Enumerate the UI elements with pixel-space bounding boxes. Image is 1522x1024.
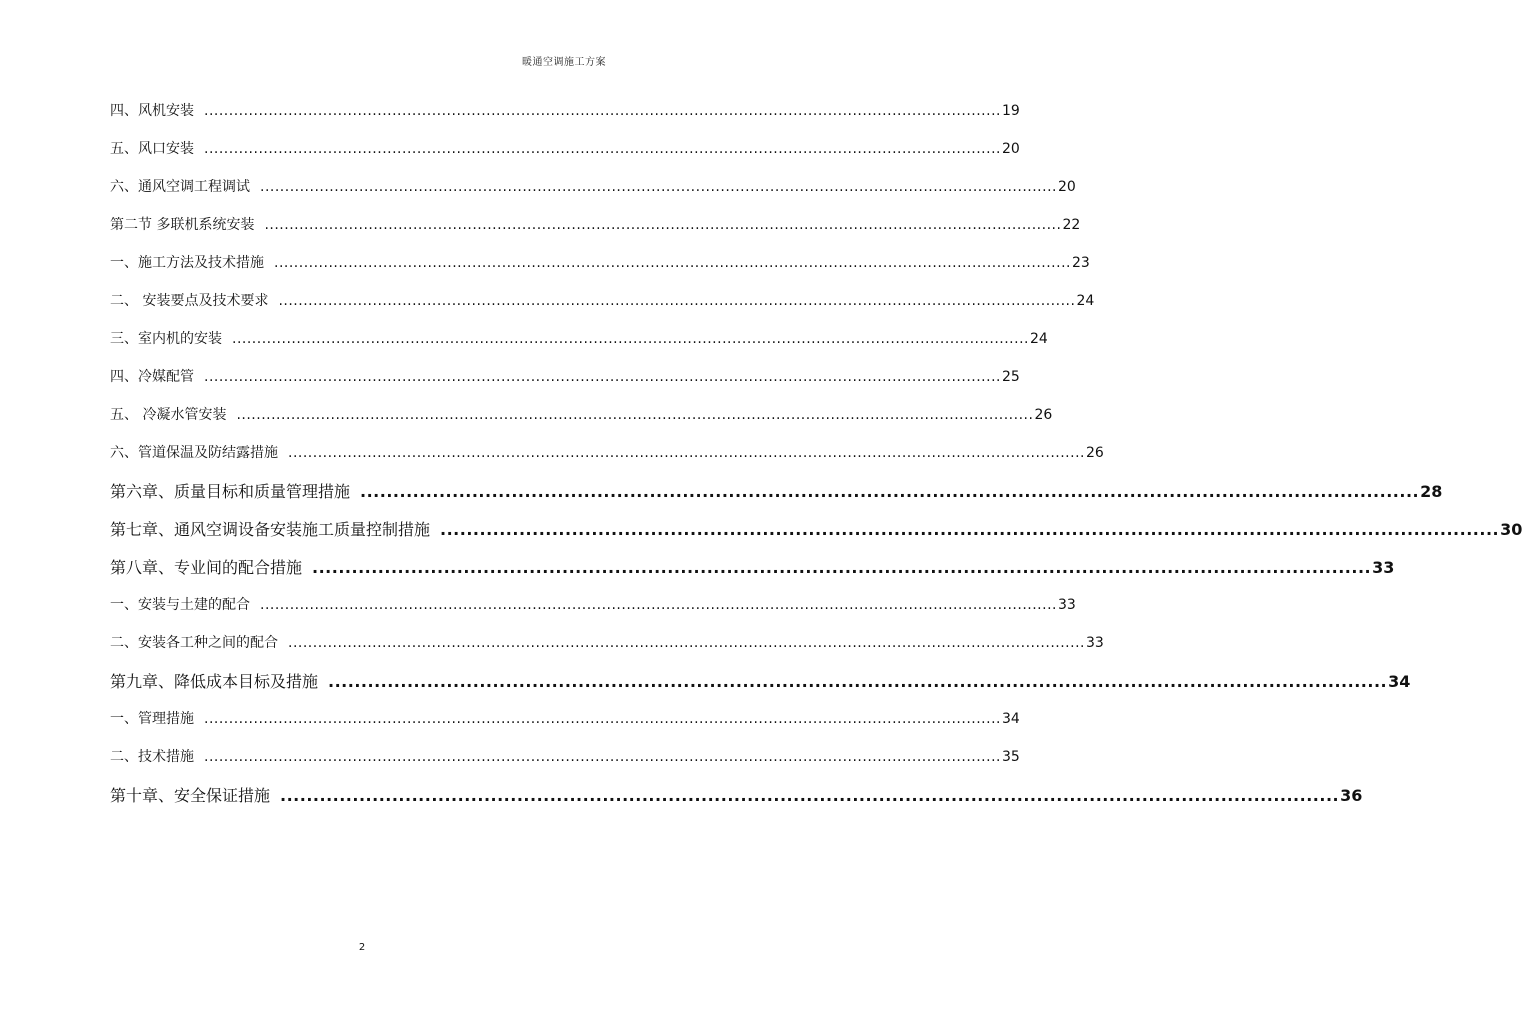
toc-leader-dots: ................................................................................................................................................................. xyxy=(204,711,1001,727)
toc-entry-page: 26 xyxy=(1085,445,1104,461)
toc-entry[interactable] xyxy=(110,176,1076,196)
toc-entry[interactable] xyxy=(110,100,1020,120)
toc-entry-page: 34 xyxy=(1388,672,1411,691)
toc-entry-title: 一、管理措施 xyxy=(110,711,194,727)
toc-leader-dots: ................................................................................................................................................................. xyxy=(204,141,1001,157)
toc-entry-page: 24 xyxy=(1076,293,1095,309)
toc-leader-dots: ................................................................................................................................................................. xyxy=(260,179,1057,195)
toc-entry-title: 三、室内机的安装 xyxy=(110,331,222,347)
toc-leader-dots: ................................................................................................................................................................. xyxy=(204,369,1001,385)
toc-entry-title: 一、施工方法及技术措施 xyxy=(110,255,264,271)
toc-entry[interactable] xyxy=(110,517,1522,540)
toc-entry-title: 四、风机安装 xyxy=(110,103,194,119)
toc-entry[interactable] xyxy=(110,404,1053,424)
toc-leader-dots: ................................................................................................................................................................. xyxy=(274,255,1071,271)
toc-entry[interactable] xyxy=(110,669,1411,692)
toc-entry-page: 36 xyxy=(1340,786,1363,805)
toc-entry[interactable] xyxy=(110,783,1363,806)
toc-entry-title: 第六章、质量目标和质量管理措施 xyxy=(110,482,351,501)
toc-entry-title: 六、通风空调工程调试 xyxy=(110,179,250,195)
toc-entry[interactable] xyxy=(110,746,1020,766)
toc-entry-title: 一、安装与土建的配合 xyxy=(110,597,250,613)
toc-leader-dots: ................................................................................................................................................................. xyxy=(236,407,1034,423)
toc-entry[interactable] xyxy=(110,290,1095,310)
toc-entry[interactable] xyxy=(110,708,1020,728)
toc-leader-dots: ................................................................................................................................................................. xyxy=(278,293,1076,309)
toc-leader-dots: ................................................................................................................................................................. xyxy=(288,445,1085,461)
toc-entry-page: 24 xyxy=(1029,331,1048,347)
toc-entry-title: 二、 安装要点及技术要求 xyxy=(110,293,269,309)
toc-entry-page: 34 xyxy=(1001,711,1020,727)
toc-entry-page: 33 xyxy=(1085,635,1104,651)
toc-leader-dots: ................................................................................................................................................................. xyxy=(360,482,1420,501)
toc-leader-dots: ................................................................................................................................................................. xyxy=(312,558,1372,577)
toc-entry-page: 30 xyxy=(1500,520,1522,539)
toc-entry-title: 六、管道保温及防结露措施 xyxy=(110,445,278,461)
toc-entry-title: 五、 冷凝水管安装 xyxy=(110,407,227,423)
toc-entry-page: 28 xyxy=(1420,482,1443,501)
toc-leader-dots: ................................................................................................................................................................. xyxy=(260,597,1057,613)
toc-entry-page: 23 xyxy=(1071,255,1090,271)
toc-entry-title: 第八章、专业间的配合措施 xyxy=(110,558,303,577)
page-header: 暖通空调施工方案 xyxy=(522,57,606,68)
toc-leader-dots: ................................................................................................................................................................. xyxy=(264,217,1062,233)
toc-entry-page: 25 xyxy=(1001,369,1020,385)
toc-entry[interactable] xyxy=(110,442,1104,462)
toc-leader-dots: ................................................................................................................................................................. xyxy=(204,749,1001,765)
toc-entry[interactable] xyxy=(110,252,1090,272)
toc-leader-dots: ................................................................................................................................................................. xyxy=(280,786,1340,805)
toc-entry-page: 35 xyxy=(1001,749,1020,765)
toc-entry[interactable] xyxy=(110,632,1104,652)
toc-entry-title: 第七章、通风空调设备安装施工质量控制措施 xyxy=(110,520,431,539)
toc-entry-page: 33 xyxy=(1372,558,1395,577)
toc-entry-page: 33 xyxy=(1057,597,1076,613)
toc-entry-title: 四、冷媒配管 xyxy=(110,369,194,385)
toc-entry[interactable] xyxy=(110,328,1048,348)
toc-entry-title: 第九章、降低成本目标及措施 xyxy=(110,672,319,691)
toc-leader-dots: ................................................................................................................................................................. xyxy=(328,672,1388,691)
toc-entry[interactable] xyxy=(110,479,1443,502)
toc-entry-page: 19 xyxy=(1001,103,1020,119)
toc-entry-title: 二、安装各工种之间的配合 xyxy=(110,635,278,651)
toc-leader-dots: ................................................................................................................................................................. xyxy=(440,520,1500,539)
toc-leader-dots: ................................................................................................................................................................. xyxy=(288,635,1085,651)
page-number: 2 xyxy=(358,942,366,953)
toc-leader-dots: ................................................................................................................................................................. xyxy=(232,331,1029,347)
toc-entry-page: 20 xyxy=(1001,141,1020,157)
toc-entry-title: 第十章、安全保证措施 xyxy=(110,786,271,805)
toc-entry-page: 22 xyxy=(1062,217,1081,233)
toc-entry[interactable] xyxy=(110,555,1395,578)
toc-entry-title: 五、风口安装 xyxy=(110,141,194,157)
toc-entry-page: 26 xyxy=(1034,407,1053,423)
toc-entry-title: 二、技术措施 xyxy=(110,749,194,765)
toc-entry[interactable] xyxy=(110,594,1076,614)
toc-entry-page: 20 xyxy=(1057,179,1076,195)
toc-entry[interactable] xyxy=(110,214,1081,234)
toc-leader-dots: ................................................................................................................................................................. xyxy=(204,103,1001,119)
toc-entry[interactable] xyxy=(110,366,1020,386)
toc-entry-title: 第二节 多联机系统安装 xyxy=(110,217,255,233)
toc-entry[interactable] xyxy=(110,138,1020,158)
